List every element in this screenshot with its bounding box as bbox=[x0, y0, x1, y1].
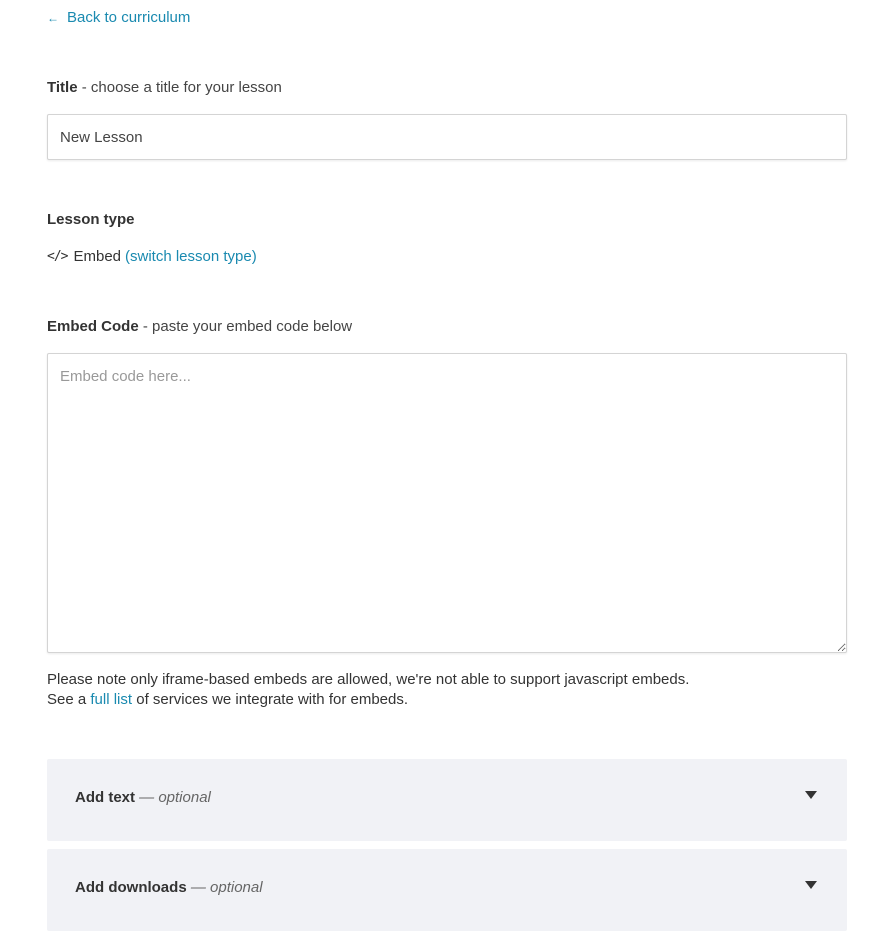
caret-down-icon[interactable] bbox=[805, 791, 817, 799]
embed-code-textarea[interactable] bbox=[47, 353, 847, 653]
note-suffix: of services we integrate with for embeds. bbox=[132, 691, 409, 708]
embed-note bbox=[47, 670, 689, 710]
add-text-label: Add text bbox=[75, 789, 135, 806]
embed-code-label-bold: Embed Code bbox=[47, 318, 139, 335]
lesson-type-name: Embed bbox=[73, 248, 122, 265]
embed-note-line1: Please note only iframe-based embeds are allowed, we're not able to support javascript embeds. bbox=[47, 671, 690, 688]
add-text-accordion[interactable] bbox=[47, 759, 847, 841]
add-downloads-accordion[interactable] bbox=[47, 849, 847, 931]
title-label-hint: - choose a title for your lesson bbox=[77, 79, 282, 96]
embed-note-line2 bbox=[47, 690, 689, 710]
left-arrow-icon: ← bbox=[47, 10, 59, 25]
embed-code-label-hint: - paste your embed code below bbox=[138, 318, 353, 335]
full-list-link[interactable]: full list bbox=[90, 691, 133, 708]
add-downloads-optional: — optional bbox=[186, 879, 263, 896]
note-prefix: See a bbox=[47, 691, 91, 708]
add-text-title bbox=[75, 789, 211, 806]
title-input[interactable] bbox=[47, 114, 847, 160]
title-label-bold: Title bbox=[47, 79, 78, 96]
add-downloads-label: Add downloads bbox=[75, 879, 187, 896]
add-text-optional: — optional bbox=[135, 789, 211, 806]
add-downloads-title bbox=[75, 879, 263, 896]
title-label bbox=[47, 79, 282, 96]
lesson-type-row bbox=[47, 248, 257, 265]
embed-code-label bbox=[47, 318, 352, 335]
back-link-label: Back to curriculum bbox=[67, 9, 191, 26]
code-icon: </> bbox=[47, 249, 68, 264]
switch-lesson-type-link[interactable]: (switch lesson type) bbox=[125, 248, 257, 265]
caret-down-icon[interactable] bbox=[805, 881, 817, 889]
back-to-curriculum-link[interactable] bbox=[47, 9, 190, 26]
lesson-type-heading: Lesson type bbox=[47, 211, 135, 228]
